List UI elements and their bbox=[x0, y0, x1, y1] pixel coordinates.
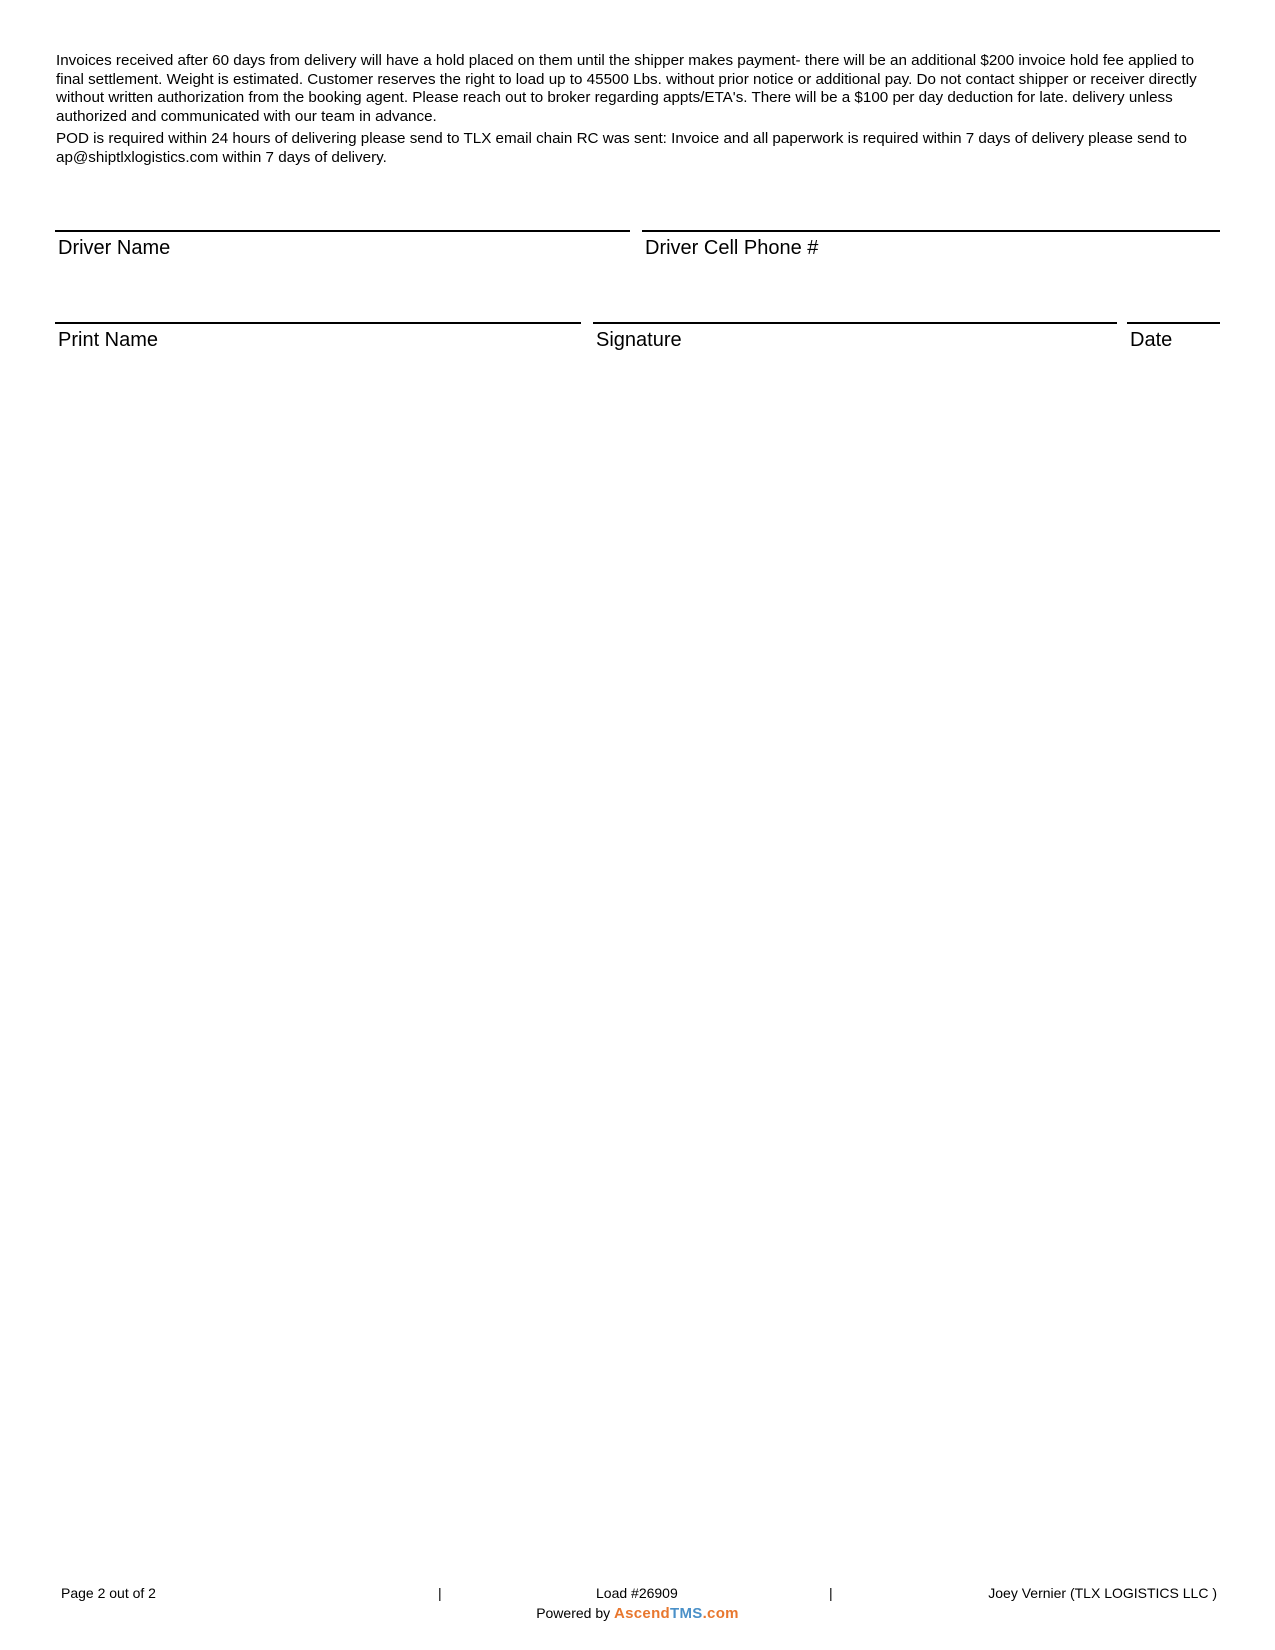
driver-name-field[interactable] bbox=[55, 230, 630, 260]
print-name-field[interactable] bbox=[55, 322, 581, 352]
powered-by-text: Powered by bbox=[536, 1605, 611, 1621]
print-name-label: Print Name bbox=[58, 329, 159, 351]
driver-cell-phone-line bbox=[642, 230, 1220, 232]
signature-field[interactable] bbox=[593, 322, 1117, 352]
footer-separator-right: | bbox=[829, 1585, 833, 1601]
logo-com-text: .com bbox=[702, 1605, 739, 1622]
date-line bbox=[1127, 322, 1220, 324]
footer-page-number: Page 2 out of 2 bbox=[61, 1585, 156, 1601]
terms-paragraph-invoices: Invoices received after 60 days from delivery will have a hold placed on them until the shipper makes payment- there will be an additional $200 invoice hold fee applied to final settlement. Weight is estimated. Customer reserves the right to load up to 45500 Lbs. without prior notice or additional pay. Do not contact shipper or receiver directly without written authorization from the booking agent. Please reach out to broker regarding appts/ETA's. There will be a $100 per day deduction for late. delivery unless authorized and communicated with our team in advance. bbox=[56, 52, 1197, 125]
ascendtms-logo[interactable] bbox=[614, 1605, 739, 1622]
signature-label: Signature bbox=[596, 329, 682, 351]
footer-separator-left: | bbox=[438, 1585, 442, 1601]
terms-paragraph-pod: POD is required within 24 hours of delivering please send to TLX email chain RC was sent: Invoice and all paperwork is required within 7 days of delivery please send to ap@shiptlxlogistics.com within 7 days of delivery. bbox=[56, 130, 1187, 166]
footer-agent: Joey Vernier (TLX LOGISTICS LLC ) bbox=[988, 1585, 1217, 1601]
driver-cell-phone-field[interactable] bbox=[642, 230, 1220, 260]
date-label: Date bbox=[1130, 329, 1173, 351]
print-name-line bbox=[55, 322, 581, 324]
signature-line bbox=[593, 322, 1117, 324]
logo-tms-text: TMS bbox=[670, 1605, 703, 1622]
terms-section bbox=[56, 52, 1221, 172]
logo-ascend-text: Ascend bbox=[614, 1605, 671, 1622]
driver-cell-phone-label: Driver Cell Phone # bbox=[645, 237, 819, 259]
date-field[interactable] bbox=[1127, 322, 1220, 352]
driver-name-label: Driver Name bbox=[58, 237, 171, 259]
powered-by-line bbox=[0, 1604, 1275, 1623]
driver-name-line bbox=[55, 230, 630, 232]
footer-load-number: Load #26909 bbox=[596, 1585, 678, 1601]
